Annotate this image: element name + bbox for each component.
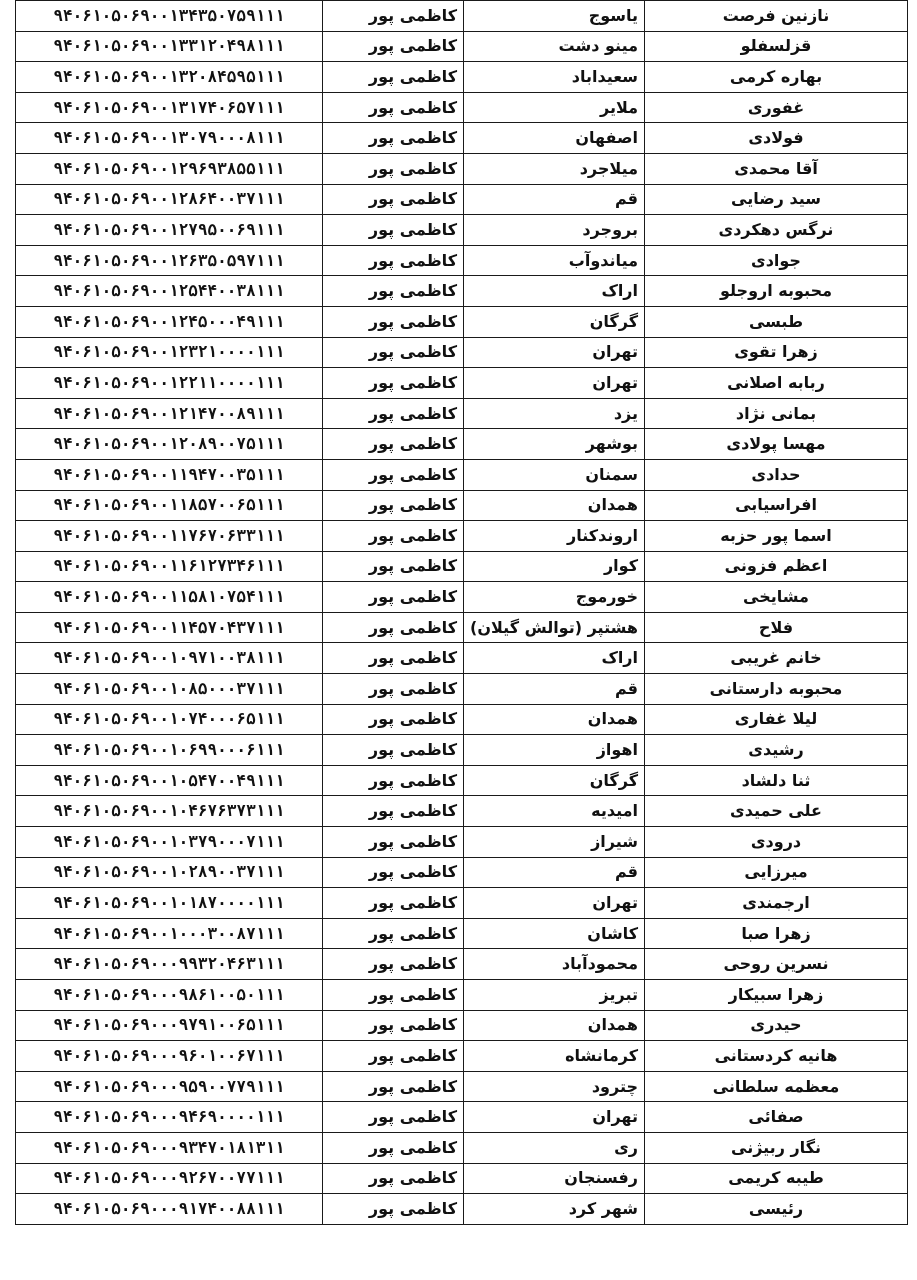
person-name-cell: محبوبه اروجلو [645,276,908,307]
city-cell: چترود [464,1071,645,1102]
person-name-cell: سید رضایی [645,184,908,215]
person-name-cell: آقا محمدی [645,153,908,184]
family-name-cell: کاظمی پور [323,796,464,827]
family-name-cell: کاظمی پور [323,1132,464,1163]
city-cell: شیراز [464,827,645,858]
city-cell: بروجرد [464,215,645,246]
table-row [16,306,908,337]
table-row [16,857,908,888]
person-name-cell: زهرا صبا [645,918,908,949]
tracking-code-cell: ۹۴۰۶۱۰۵۰۶۹۰۰۰۹۳۴۷۰۱۸۱۳۱۱ [16,1132,323,1163]
city-cell: مینو دشت [464,31,645,62]
family-name-cell: کاظمی پور [323,306,464,337]
tracking-code-cell: ۹۴۰۶۱۰۵۰۶۹۰۰۱۰۶۹۹۰۰۰۶۱۱۱ [16,735,323,766]
family-name-cell: کاظمی پور [323,368,464,399]
city-cell: تهران [464,1102,645,1133]
person-name-cell: حیدری [645,1010,908,1041]
table-row [16,704,908,735]
person-name-cell: افراسیابی [645,490,908,521]
person-name-cell: زهرا تقوی [645,337,908,368]
family-name-cell: کاظمی پور [323,704,464,735]
city-cell: گرگان [464,765,645,796]
family-name-cell: کاظمی پور [323,245,464,276]
person-name-cell: خانم غریبی [645,643,908,674]
person-name-cell: میرزایی [645,857,908,888]
person-name-cell: قزلسفلو [645,31,908,62]
family-name-cell: کاظمی پور [323,643,464,674]
city-cell: سمنان [464,459,645,490]
tracking-code-cell: ۹۴۰۶۱۰۵۰۶۹۰۰۱۰۰۰۳۰۰۸۷۱۱۱ [16,918,323,949]
city-cell: اصفهان [464,123,645,154]
city-cell: تبریز [464,980,645,1011]
family-name-cell: کاظمی پور [323,949,464,980]
tracking-code-cell: ۹۴۰۶۱۰۵۰۶۹۰۰۱۳۲۰۸۴۵۹۵۱۱۱ [16,62,323,93]
tracking-code-cell: ۹۴۰۶۱۰۵۰۶۹۰۰۱۰۸۵۰۰۰۳۷۱۱۱ [16,674,323,705]
city-cell: تهران [464,368,645,399]
city-cell: همدان [464,490,645,521]
family-name-cell: کاظمی پور [323,551,464,582]
records-table [15,0,908,1225]
tracking-code-cell: ۹۴۰۶۱۰۵۰۶۹۰۰۱۰۲۸۹۰۰۳۷۱۱۱ [16,857,323,888]
person-name-cell: معظمه سلطانی [645,1071,908,1102]
tracking-code-cell: ۹۴۰۶۱۰۵۰۶۹۰۰۱۱۹۴۷۰۰۳۵۱۱۱ [16,459,323,490]
table-row [16,521,908,552]
table-row [16,1071,908,1102]
family-name-cell: کاظمی پور [323,92,464,123]
tracking-code-cell: ۹۴۰۶۱۰۵۰۶۹۰۰۱۰۱۸۷۰۰۰۰۱۱۱ [16,888,323,919]
table-row [16,796,908,827]
family-name-cell: کاظمی پور [323,337,464,368]
person-name-cell: بمانی نژاد [645,398,908,429]
city-cell: کاشان [464,918,645,949]
person-name-cell: نرگس دهکردی [645,215,908,246]
family-name-cell: کاظمی پور [323,1102,464,1133]
person-name-cell: نگار ربیژنی [645,1132,908,1163]
tracking-code-cell: ۹۴۰۶۱۰۵۰۶۹۰۰۱۳۴۳۵۰۷۵۹۱۱۱ [16,1,323,32]
person-name-cell: رئیسی [645,1194,908,1225]
tracking-code-cell: ۹۴۰۶۱۰۵۰۶۹۰۰۰۹۵۹۰۰۷۷۹۱۱۱ [16,1071,323,1102]
city-cell: رفسنجان [464,1163,645,1194]
table-row [16,215,908,246]
person-name-cell: محبوبه دارستانی [645,674,908,705]
person-name-cell: درودی [645,827,908,858]
table-row [16,459,908,490]
table-row [16,245,908,276]
tracking-code-cell: ۹۴۰۶۱۰۵۰۶۹۰۰۱۱۵۸۱۰۷۵۴۱۱۱ [16,582,323,613]
tracking-code-cell: ۹۴۰۶۱۰۵۰۶۹۰۰۱۲۷۹۵۰۰۶۹۱۱۱ [16,215,323,246]
city-cell: قم [464,184,645,215]
person-name-cell: حدادی [645,459,908,490]
person-name-cell: علی حمیدی [645,796,908,827]
family-name-cell: کاظمی پور [323,980,464,1011]
city-cell: یزد [464,398,645,429]
tracking-code-cell: ۹۴۰۶۱۰۵۰۶۹۰۰۰۹۱۷۴۰۰۸۸۱۱۱ [16,1194,323,1225]
person-name-cell: زهرا سبیکار [645,980,908,1011]
table-row [16,582,908,613]
family-name-cell: کاظمی پور [323,31,464,62]
person-name-cell: لیلا غفاری [645,704,908,735]
tracking-code-cell: ۹۴۰۶۱۰۵۰۶۹۰۰۱۲۹۶۹۳۸۵۵۱۱۱ [16,153,323,184]
family-name-cell: کاظمی پور [323,215,464,246]
table-row [16,1102,908,1133]
table-row [16,1194,908,1225]
family-name-cell: کاظمی پور [323,184,464,215]
tracking-code-cell: ۹۴۰۶۱۰۵۰۶۹۰۰۰۹۸۶۱۰۰۵۰۱۱۱ [16,980,323,1011]
tracking-code-cell: ۹۴۰۶۱۰۵۰۶۹۰۰۱۲۸۶۴۰۰۳۷۱۱۱ [16,184,323,215]
city-cell: سعیداباد [464,62,645,93]
table-row [16,92,908,123]
city-cell: محمودآباد [464,949,645,980]
family-name-cell: کاظمی پور [323,153,464,184]
tracking-code-cell: ۹۴۰۶۱۰۵۰۶۹۰۰۱۱۷۶۷۰۶۳۳۱۱۱ [16,521,323,552]
person-name-cell: هانیه کردستانی [645,1041,908,1072]
person-name-cell: اسما پور حزبه [645,521,908,552]
tracking-code-cell: ۹۴۰۶۱۰۵۰۶۹۰۰۱۱۴۵۷۰۴۳۷۱۱۱ [16,612,323,643]
tracking-code-cell: ۹۴۰۶۱۰۵۰۶۹۰۰۱۳۳۱۲۰۴۹۸۱۱۱ [16,31,323,62]
table-row [16,429,908,460]
family-name-cell: کاظمی پور [323,827,464,858]
table-row [16,612,908,643]
table-row [16,888,908,919]
city-cell: شهر کرد [464,1194,645,1225]
city-cell: همدان [464,704,645,735]
family-name-cell: کاظمی پور [323,490,464,521]
table-row [16,184,908,215]
tracking-code-cell: ۹۴۰۶۱۰۵۰۶۹۰۰۱۲۰۸۹۰۰۷۵۱۱۱ [16,429,323,460]
table-row [16,490,908,521]
tracking-code-cell: ۹۴۰۶۱۰۵۰۶۹۰۰۱۲۱۴۷۰۰۸۹۱۱۱ [16,398,323,429]
person-name-cell: صفائی [645,1102,908,1133]
city-cell: اراک [464,643,645,674]
table-row [16,918,908,949]
table-row [16,643,908,674]
family-name-cell: کاظمی پور [323,123,464,154]
family-name-cell: کاظمی پور [323,1194,464,1225]
tracking-code-cell: ۹۴۰۶۱۰۵۰۶۹۰۰۱۰۵۴۷۰۰۴۹۱۱۱ [16,765,323,796]
table-row [16,153,908,184]
tracking-code-cell: ۹۴۰۶۱۰۵۰۶۹۰۰۱۲۶۳۵۰۵۹۷۱۱۱ [16,245,323,276]
city-cell: تهران [464,337,645,368]
table-row [16,674,908,705]
person-name-cell: جوادی [645,245,908,276]
person-name-cell: رشیدی [645,735,908,766]
family-name-cell: کاظمی پور [323,459,464,490]
person-name-cell: اعظم فزونی [645,551,908,582]
table-row [16,735,908,766]
table-row [16,551,908,582]
city-cell: قم [464,857,645,888]
tracking-code-cell: ۹۴۰۶۱۰۵۰۶۹۰۰۱۲۴۵۰۰۰۴۹۱۱۱ [16,306,323,337]
table-row [16,980,908,1011]
person-name-cell: ربابه اصلانی [645,368,908,399]
table-row [16,368,908,399]
family-name-cell: کاظمی پور [323,521,464,552]
table-row [16,276,908,307]
person-name-cell: مهسا پولادی [645,429,908,460]
city-cell: بوشهر [464,429,645,460]
tracking-code-cell: ۹۴۰۶۱۰۵۰۶۹۰۰۱۱۶۱۲۷۳۴۶۱۱۱ [16,551,323,582]
table-row [16,31,908,62]
person-name-cell: مشایخی [645,582,908,613]
city-cell: ملایر [464,92,645,123]
table-row [16,1,908,32]
person-name-cell: بهاره کرمی [645,62,908,93]
table-row [16,62,908,93]
family-name-cell: کاظمی پور [323,735,464,766]
tracking-code-cell: ۹۴۰۶۱۰۵۰۶۹۰۰۰۹۲۶۷۰۰۷۷۱۱۱ [16,1163,323,1194]
table-row [16,1041,908,1072]
person-name-cell: ارجمندی [645,888,908,919]
person-name-cell: طبسی [645,306,908,337]
table-row [16,1010,908,1041]
person-name-cell: طیبه کریمی [645,1163,908,1194]
family-name-cell: کاظمی پور [323,918,464,949]
family-name-cell: کاظمی پور [323,582,464,613]
city-cell: یاسوج [464,1,645,32]
tracking-code-cell: ۹۴۰۶۱۰۵۰۶۹۰۰۱۰۴۶۷۶۳۷۳۱۱۱ [16,796,323,827]
city-cell: قم [464,674,645,705]
records-table-body [16,1,908,1225]
table-row [16,1163,908,1194]
family-name-cell: کاظمی پور [323,62,464,93]
family-name-cell: کاظمی پور [323,765,464,796]
city-cell: اراک [464,276,645,307]
person-name-cell: نسرین روحی [645,949,908,980]
tracking-code-cell: ۹۴۰۶۱۰۵۰۶۹۰۰۰۹۶۰۱۰۰۶۷۱۱۱ [16,1041,323,1072]
tracking-code-cell: ۹۴۰۶۱۰۵۰۶۹۰۰۱۲۵۴۴۰۰۳۸۱۱۱ [16,276,323,307]
table-row [16,337,908,368]
family-name-cell: کاظمی پور [323,398,464,429]
table-row [16,398,908,429]
person-name-cell: غفوری [645,92,908,123]
person-name-cell: نازنین فرصت [645,1,908,32]
city-cell: اهواز [464,735,645,766]
city-cell: کوار [464,551,645,582]
city-cell: میلاجرد [464,153,645,184]
tracking-code-cell: ۹۴۰۶۱۰۵۰۶۹۰۰۰۹۹۳۲۰۴۶۳۱۱۱ [16,949,323,980]
tracking-code-cell: ۹۴۰۶۱۰۵۰۶۹۰۰۱۰۳۷۹۰۰۰۷۱۱۱ [16,827,323,858]
city-cell: گرگان [464,306,645,337]
tracking-code-cell: ۹۴۰۶۱۰۵۰۶۹۰۰۱۰۷۴۰۰۰۶۵۱۱۱ [16,704,323,735]
person-name-cell: فلاح [645,612,908,643]
table-row [16,827,908,858]
table-row [16,123,908,154]
city-cell: امیدیه [464,796,645,827]
table-row [16,1132,908,1163]
family-name-cell: کاظمی پور [323,1163,464,1194]
tracking-code-cell: ۹۴۰۶۱۰۵۰۶۹۰۰۱۲۲۱۱۰۰۰۰۱۱۱ [16,368,323,399]
table-row [16,765,908,796]
table-row [16,949,908,980]
family-name-cell: کاظمی پور [323,276,464,307]
tracking-code-cell: ۹۴۰۶۱۰۵۰۶۹۰۰۰۹۴۶۹۰۰۰۰۱۱۱ [16,1102,323,1133]
family-name-cell: کاظمی پور [323,888,464,919]
person-name-cell: ثنا دلشاد [645,765,908,796]
city-cell: اروندکنار [464,521,645,552]
city-cell: خورموج [464,582,645,613]
family-name-cell: کاظمی پور [323,857,464,888]
tracking-code-cell: ۹۴۰۶۱۰۵۰۶۹۰۰۱۲۳۲۱۰۰۰۰۱۱۱ [16,337,323,368]
family-name-cell: کاظمی پور [323,1071,464,1102]
city-cell: میاندوآب [464,245,645,276]
city-cell: تهران [464,888,645,919]
family-name-cell: کاظمی پور [323,1010,464,1041]
family-name-cell: کاظمی پور [323,1,464,32]
family-name-cell: کاظمی پور [323,612,464,643]
city-cell: ری [464,1132,645,1163]
tracking-code-cell: ۹۴۰۶۱۰۵۰۶۹۰۰۱۳۰۷۹۰۰۰۸۱۱۱ [16,123,323,154]
family-name-cell: کاظمی پور [323,429,464,460]
tracking-code-cell: ۹۴۰۶۱۰۵۰۶۹۰۰۱۳۱۷۴۰۶۵۷۱۱۱ [16,92,323,123]
tracking-code-cell: ۹۴۰۶۱۰۵۰۶۹۰۰۰۹۷۹۱۰۰۶۵۱۱۱ [16,1010,323,1041]
family-name-cell: کاظمی پور [323,674,464,705]
tracking-code-cell: ۹۴۰۶۱۰۵۰۶۹۰۰۱۱۸۵۷۰۰۶۵۱۱۱ [16,490,323,521]
person-name-cell: فولادی [645,123,908,154]
tracking-code-cell: ۹۴۰۶۱۰۵۰۶۹۰۰۱۰۹۷۱۰۰۳۸۱۱۱ [16,643,323,674]
city-cell: هشتپر (توالش گیلان) [464,612,645,643]
city-cell: کرمانشاه [464,1041,645,1072]
family-name-cell: کاظمی پور [323,1041,464,1072]
city-cell: همدان [464,1010,645,1041]
